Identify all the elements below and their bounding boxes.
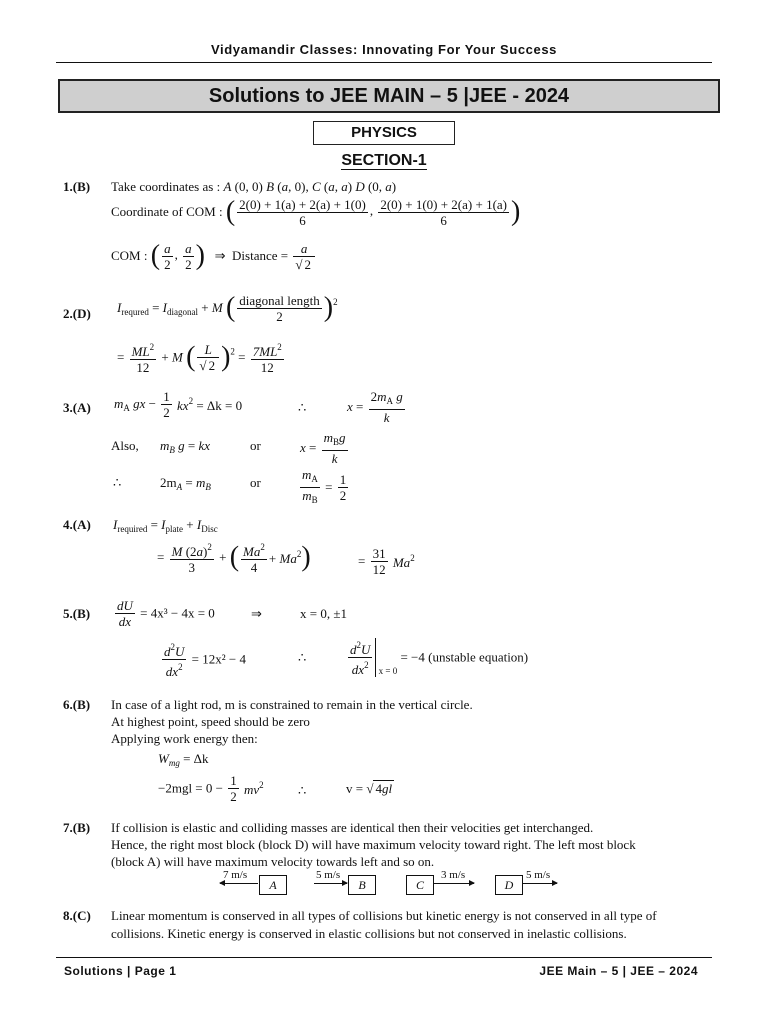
block-a-arrow — [220, 883, 258, 884]
q3-ratio: $\frac{m_A}{m_B}$ = $\frac{1}{2}$ — [302, 467, 347, 505]
block-d-velocity: 5 m/s — [526, 869, 551, 881]
q3-line1: $m_A$ gx − $\frac{1}{2}$ $kx^2 = \Delta k = 0$ — [114, 389, 243, 420]
block-a-velocity: 7 m/s — [223, 869, 248, 881]
q3-result-2: x = $\frac{m_Bg}{k}$ — [300, 430, 346, 466]
block-c-arrow — [434, 883, 474, 884]
q6-line3: Applying work energy then: — [111, 731, 258, 746]
block-b-velocity: 5 m/s — [316, 869, 341, 881]
q3-eq2: $m_B$ g = kx — [160, 438, 211, 455]
question-4-number: 4.(A) — [63, 517, 91, 532]
footer-left: Solutions | Page 1 — [64, 964, 177, 978]
q5-implies: ⇒ — [251, 606, 262, 621]
q4-result: = $\frac{31}{12}$ Ma$^2$ — [358, 546, 415, 577]
block-a: A — [259, 875, 287, 895]
q1-com-coordinate: Coordinate of COM : ( $\frac{2(0) + 1(a) + 2(a) + 1(0)}{6}$ , $\frac{2(0) + 1(0) + 2(a) + 1(a)}{6}$ ) — [111, 196, 521, 228]
block-c: C — [406, 875, 434, 895]
block-d: D — [495, 875, 523, 895]
subject-label: PHYSICS — [313, 121, 455, 145]
section-heading: SECTION-1 — [341, 152, 427, 169]
block-b: B — [348, 875, 376, 895]
question-7-number: 7.(B) — [63, 820, 91, 835]
q6-therefore: ∴ — [298, 783, 307, 798]
q2-line2: = $\frac{ML^2}{12}$ + M ( $\frac{L}{√ 2}$ )$^2$ = $\frac{7ML^2}{12}$ — [117, 341, 282, 375]
question-3-number: 3.(A) — [63, 400, 91, 415]
page-header: Vidyamandir Classes: Innovating For Your Success — [211, 42, 557, 57]
q2-line1: $I_{requred} = I_{diagonal} + M$ ( $\frac{\text{diagonal length}}{2}$ )$^2$ — [117, 292, 338, 324]
footer-rule — [56, 957, 712, 958]
q3-or-2: or — [250, 475, 261, 490]
q6-line2: At highest point, speed should be zero — [111, 714, 310, 729]
q6-line1: In case of a light rod, m is constrained to remain in the vertical circle. — [111, 697, 473, 712]
q3-or-1: or — [250, 438, 261, 453]
q8-line1: Linear momentum is conserved in all types of collisions but kinetic energy is not conserved in all type of — [111, 908, 657, 923]
question-8-number: 8.(C) — [63, 908, 91, 923]
q6-eq1: $W_{mg} = \Delta k$ — [158, 751, 209, 768]
q5-roots: x = 0, ±1 — [300, 606, 347, 621]
q7-line1: If collision is elastic and colliding masses are identical then their velocities get interchanged. — [111, 820, 594, 835]
q4-line1: $I_{required} = I_{plate} + I_{Disc}$ — [113, 517, 218, 534]
q7-line2: Hence, the right most block (block D) will have maximum velocity toward right. The left most block — [111, 837, 636, 852]
q3-eq3: $2m_A = m_B$ — [160, 475, 211, 492]
block-d-arrow — [523, 883, 557, 884]
document-title: Solutions to JEE MAIN – 5 |JEE - 2024 — [58, 79, 720, 113]
question-5-number: 5.(B) — [63, 606, 91, 621]
q5-line2: $\frac{d^2U}{dx^2}$ = 12x² − 4 — [164, 642, 246, 679]
q8-line2: collisions. Kinetic energy is conserved in elastic collisions but not conserved in inelastic collisions. — [111, 926, 627, 941]
question-1-number: 1.(B) — [63, 179, 91, 194]
footer-right: JEE Main – 5 | JEE – 2024 — [539, 964, 698, 978]
question-2-number: 2.(D) — [63, 306, 91, 321]
block-c-velocity: 3 m/s — [441, 869, 466, 881]
q3-result-1: x = $\frac{2m_A g}{k}$ — [347, 389, 403, 425]
q5-line1: $\frac{dU}{dx}$ = 4x³ − 4x = 0 — [117, 598, 215, 629]
question-6-number: 6.(B) — [63, 697, 91, 712]
q7-line3: (block A) will have maximum velocity towards left and so on. — [111, 854, 435, 869]
q1-com-result: COM : ( $\frac{a}{2}$ , $\frac{a}{2}$ ) ⇒ Distance = $\frac{a}{√ 2}$ — [111, 240, 317, 272]
q3-also: Also, — [111, 438, 139, 453]
block-b-arrow — [314, 883, 347, 884]
q5-result: $\frac{d^2U}{dx^2}$ $_{x = 0}$ = −4 (unstable equation) — [350, 640, 529, 677]
q4-line2: = $\frac{M (2a)^2}{3}$ + ( $\frac{Ma^2}{4}$ + $Ma^2$) — [157, 541, 311, 575]
q3-therefore-1: ∴ — [298, 400, 307, 415]
q6-velocity: v = √ 4gl — [346, 781, 393, 796]
q1-line1: Take coordinates as : A (0, 0) B (a, 0), C (a, a) D (0, a) — [111, 179, 397, 194]
q5-therefore: ∴ — [298, 650, 307, 665]
header-rule — [56, 62, 712, 63]
q6-eq2: −2mgl = 0 − $\frac{1}{2}$ $mv^2$ — [158, 773, 264, 804]
q3-therefore-2: ∴ — [113, 475, 122, 490]
